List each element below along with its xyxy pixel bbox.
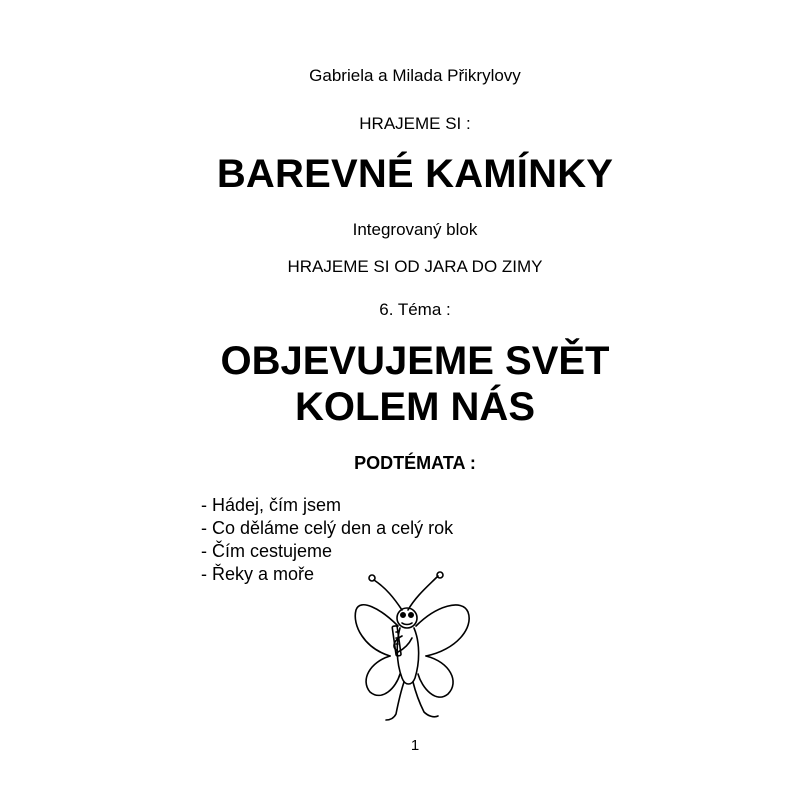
theme-title — [0, 338, 800, 430]
series-label: HRAJEME SI : — [359, 114, 471, 133]
theme-label: 6. Téma : — [379, 300, 451, 319]
butterfly-illustration-icon — [350, 570, 480, 725]
theme-title-line-2: KOLEM NÁS — [295, 385, 535, 429]
theme-title-line-1: OBJEVUJEME SVĚT — [220, 339, 610, 383]
block-title: HRAJEME SI OD JARA DO ZIMY — [287, 257, 543, 276]
main-title: BAREVNÉ KAMÍNKY — [216, 152, 614, 196]
page-number: 1 — [410, 737, 420, 754]
subtopics-heading: PODTÉMATA : — [354, 453, 476, 473]
subtopic-item: - Čím cestujeme — [201, 541, 333, 561]
subtopic-item: - Co děláme celý den a celý rok — [201, 518, 454, 538]
subtopic-item: - Řeky a moře — [201, 564, 315, 584]
block-label: Integrovaný blok — [352, 220, 478, 239]
authors: Gabriela a Milada Přikrylovy — [309, 66, 521, 85]
subtopic-item: - Hádej, čím jsem — [201, 495, 342, 515]
